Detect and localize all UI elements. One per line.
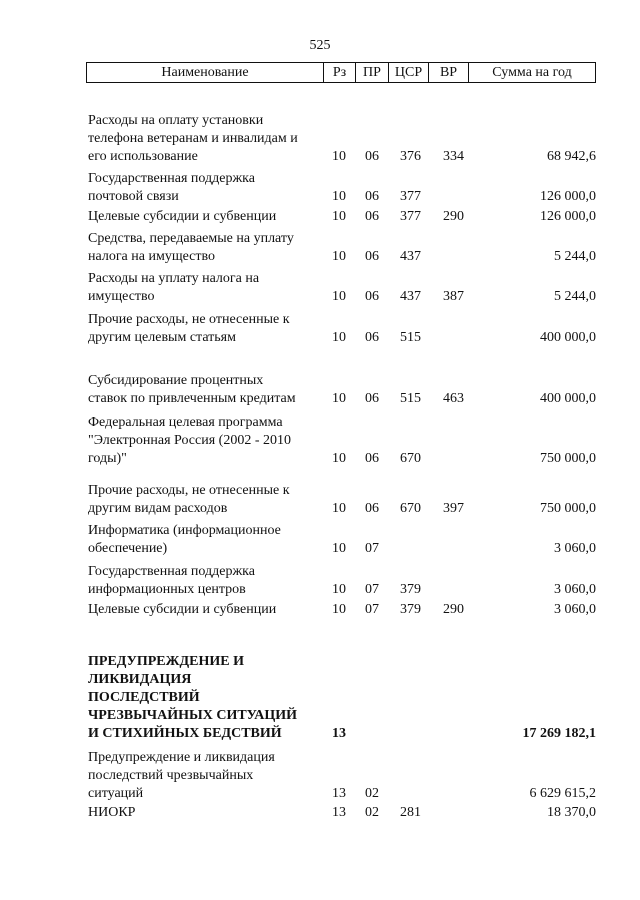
- row-rz: 10: [332, 330, 346, 345]
- row-name: Государственная поддержка почтовой связи: [88, 171, 255, 204]
- row-csr: 377: [400, 209, 421, 224]
- row-sum: 5 244,0: [554, 289, 596, 304]
- table-row: [88, 414, 596, 468]
- table-row: [88, 372, 596, 408]
- row-pr: 06: [365, 451, 379, 466]
- row-name: Расходы на оплату установки телефона ветеранам и инвалидам и его использование: [88, 113, 298, 164]
- row-name: Субсидирование процентных ставок по привлеченным кредитам: [88, 373, 296, 406]
- row-pr: 06: [365, 189, 379, 204]
- row-rz: 10: [332, 451, 346, 466]
- row-rz: 13: [332, 726, 346, 741]
- row-name: Средства, передаваемые на уплату налога на имущество: [88, 231, 294, 264]
- table-row: [88, 601, 596, 619]
- row-rz: 10: [332, 501, 346, 516]
- row-rz: 13: [332, 805, 346, 820]
- row-sum: 18 370,0: [547, 805, 596, 820]
- table-row: [88, 208, 596, 226]
- row-vr: 397: [443, 501, 464, 516]
- row-vr: 290: [443, 209, 464, 224]
- row-name: Целевые субсидии и субвенции: [88, 602, 277, 617]
- row-sum: 3 060,0: [554, 602, 596, 617]
- row-pr: 07: [365, 582, 379, 597]
- table-row: [88, 522, 596, 558]
- row-rz: 10: [332, 189, 346, 204]
- row-sum: 3 060,0: [554, 541, 596, 556]
- row-csr: 670: [400, 451, 421, 466]
- row-csr: 376: [400, 149, 421, 164]
- header-sum: Сумма на год: [468, 63, 595, 82]
- row-sum: 400 000,0: [540, 391, 596, 406]
- table-row: [88, 804, 596, 822]
- table-row: [88, 563, 596, 599]
- table-row: [88, 311, 596, 347]
- row-sum: 5 244,0: [554, 249, 596, 264]
- row-rz: 13: [332, 786, 346, 801]
- row-rz: 10: [332, 149, 346, 164]
- row-sum: 750 000,0: [540, 501, 596, 516]
- row-pr: 06: [365, 289, 379, 304]
- header-pr: ПР: [355, 63, 388, 82]
- row-rz: 10: [332, 391, 346, 406]
- row-vr: 290: [443, 602, 464, 617]
- page-number: 525: [309, 38, 331, 53]
- table-row: [88, 270, 596, 306]
- row-rz: 10: [332, 582, 346, 597]
- header-csr: ЦСР: [388, 63, 428, 82]
- row-csr: 515: [400, 330, 421, 345]
- row-csr: 670: [400, 501, 421, 516]
- table-row: [88, 749, 596, 803]
- row-pr: 06: [365, 330, 379, 345]
- header-rz: Рз: [323, 63, 355, 82]
- row-sum: 3 060,0: [554, 582, 596, 597]
- row-name: Прочие расходы, не отнесенные к другим целевым статьям: [88, 312, 290, 345]
- row-csr: 515: [400, 391, 421, 406]
- row-name: Государственная поддержка информационных центров: [88, 564, 255, 597]
- row-csr: 437: [400, 289, 421, 304]
- row-name: Информатика (информационное обеспечение): [88, 523, 281, 556]
- row-pr: 06: [365, 391, 379, 406]
- row-vr: 387: [443, 289, 464, 304]
- row-rz: 10: [332, 289, 346, 304]
- row-name: Расходы на уплату налога на имущество: [88, 271, 260, 304]
- row-rz: 10: [332, 209, 346, 224]
- table-row: [88, 112, 596, 166]
- row-pr: 02: [365, 805, 379, 820]
- row-name: Целевые субсидии и субвенции: [88, 209, 277, 224]
- row-name: Предупреждение и ликвидация последствий чрезвычайных ситуаций: [88, 750, 275, 801]
- section-title: ПРЕДУПРЕЖДЕНИЕ И ЛИКВИДАЦИЯ ПОСЛЕДСТВИЙ ЧРЕЗВЫЧАЙНЫХ СИТУАЦИЙ И СТИХИЙНЫХ БЕДСТВИЙ: [88, 654, 298, 741]
- row-rz: 10: [332, 602, 346, 617]
- row-pr: 07: [365, 541, 379, 556]
- row-sum: 126 000,0: [540, 189, 596, 204]
- row-pr: 06: [365, 149, 379, 164]
- header-name: Наименование: [161, 65, 249, 80]
- row-vr: 463: [443, 391, 464, 406]
- row-sum: 126 000,0: [540, 209, 596, 224]
- row-sum: 17 269 182,1: [522, 726, 596, 741]
- row-pr: 07: [365, 602, 379, 617]
- table-row: [88, 170, 596, 206]
- table-header: [86, 62, 596, 83]
- row-pr: 06: [365, 249, 379, 264]
- row-csr: 437: [400, 249, 421, 264]
- row-csr: 379: [400, 582, 421, 597]
- row-sum: 68 942,6: [547, 149, 596, 164]
- row-rz: 10: [332, 541, 346, 556]
- row-name: Федеральная целевая программа "Электронная Россия (2002 - 2010 годы)": [88, 415, 291, 466]
- row-csr: 379: [400, 602, 421, 617]
- row-csr: 281: [400, 805, 421, 820]
- row-vr: 334: [443, 149, 464, 164]
- row-name: Прочие расходы, не отнесенные к другим видам расходов: [88, 483, 290, 516]
- table-row: [88, 230, 596, 266]
- header-vr: ВР: [428, 63, 468, 82]
- table-row-section: [88, 653, 596, 743]
- row-name: НИОКР: [88, 805, 136, 820]
- row-rz: 10: [332, 249, 346, 264]
- row-pr: 06: [365, 501, 379, 516]
- row-pr: 06: [365, 209, 379, 224]
- row-sum: 400 000,0: [540, 330, 596, 345]
- table-row: [88, 482, 596, 518]
- row-pr: 02: [365, 786, 379, 801]
- row-csr: 377: [400, 189, 421, 204]
- row-sum: 750 000,0: [540, 451, 596, 466]
- row-sum: 6 629 615,2: [529, 786, 596, 801]
